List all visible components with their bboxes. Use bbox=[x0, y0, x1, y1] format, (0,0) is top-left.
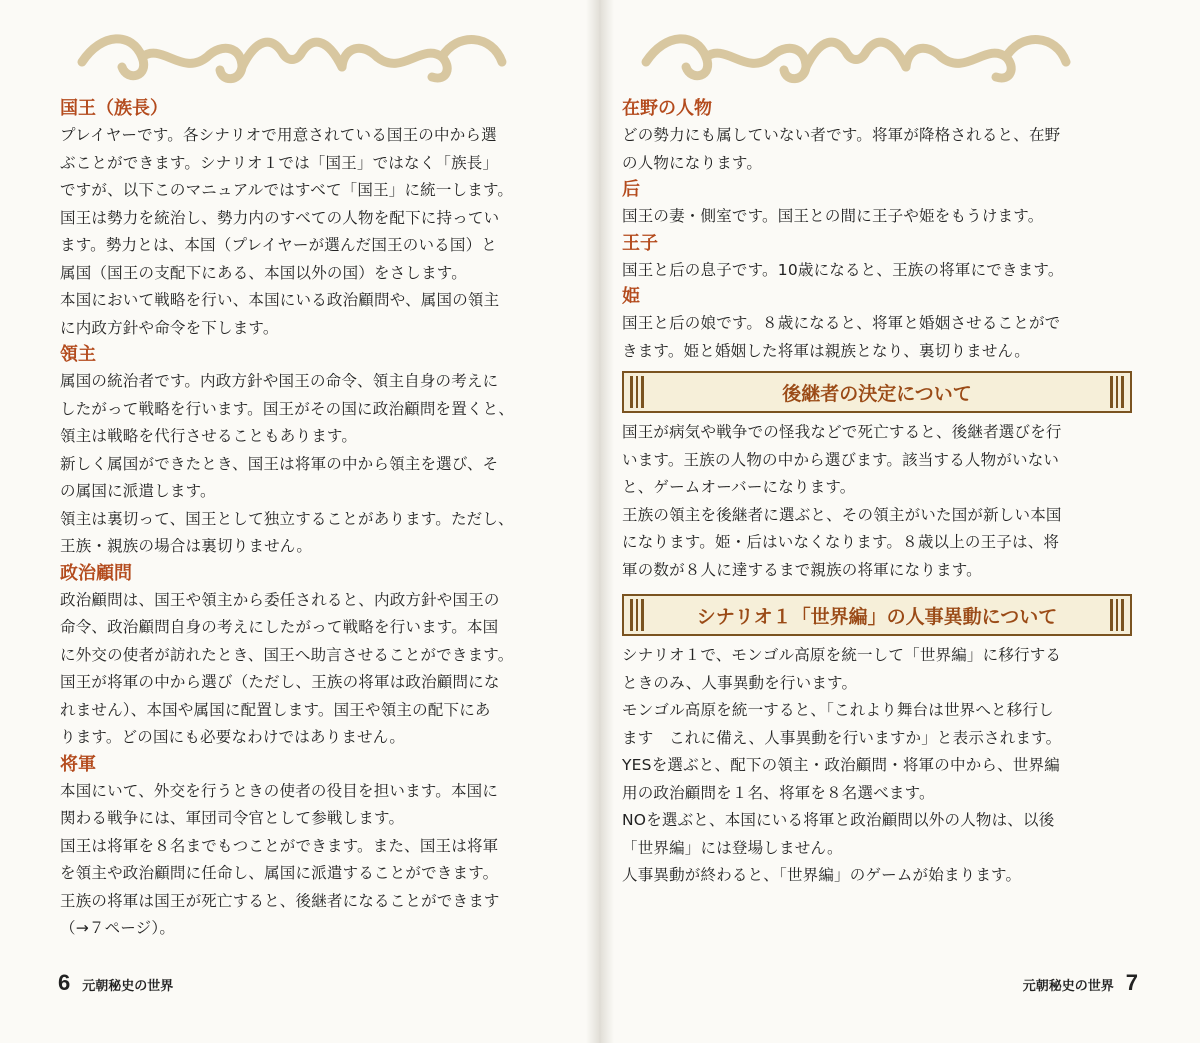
page-number: 7 bbox=[1125, 970, 1138, 995]
text-line: 領主は戦略を代行させることもあります。 bbox=[60, 427, 358, 445]
text-line: ります。どの国にも必要なわけではありません。 bbox=[60, 728, 406, 746]
section-body bbox=[622, 203, 1132, 231]
text-line: います。王族の人物の中から選びます。該当する人物がいない bbox=[622, 450, 1060, 469]
text-line: 国王は将軍を８名までもつことができます。また、国王は将軍 bbox=[60, 836, 499, 855]
right-content bbox=[622, 96, 1132, 890]
text-line: 属国（国王の支配下にある、本国以外の国）をさします。 bbox=[60, 263, 467, 282]
section-heading: 王子 bbox=[622, 232, 658, 254]
text-line: モンゴル高原を統一すると、「これより舞台は世界へと移行し bbox=[622, 701, 1054, 719]
text-line: 王族・親族の場合は裏切りません。 bbox=[60, 537, 313, 555]
text-line: 命令、政治顧問自身の考えにしたがって戦略を行います。本国 bbox=[60, 618, 499, 636]
text-line: 軍の数が８人に達するまで親族の将軍になります。 bbox=[622, 560, 982, 579]
right-sections bbox=[622, 96, 1132, 365]
text-line: したがって戦略を行います。国王がその国に政治顧問を置くと、 bbox=[60, 399, 515, 418]
section-heading: 将軍 bbox=[60, 753, 96, 775]
text-line: 国王が将軍の中から選び（ただし、王族の将軍は政治顧問にな bbox=[60, 673, 500, 691]
text-line: 用の政治顧問を１名、将軍を８名選べます。 bbox=[622, 783, 935, 802]
text-line: （→７ページ）。 bbox=[60, 919, 176, 937]
page-number: 6 bbox=[58, 970, 71, 995]
section-body bbox=[60, 778, 564, 943]
bar-stripes-left bbox=[630, 376, 644, 408]
text-line: 本国にいて、外交を行うときの使者の役目を担います。本国に bbox=[60, 781, 499, 800]
section-bar-title: シナリオ１「世界編」の人事異動について bbox=[696, 605, 1058, 628]
section-body bbox=[622, 310, 1132, 365]
text-line: 国王と后の娘です。８歳になると、将軍と婚姻させることがで bbox=[622, 314, 1061, 332]
section-body bbox=[622, 122, 1132, 177]
text-line: 国王の妻・側室です。国王との間に王子や姫をもうけます。 bbox=[622, 207, 1044, 225]
text-line: 関わる戦争には、軍団司令官として参戦します。 bbox=[60, 809, 405, 827]
section-body bbox=[60, 368, 564, 561]
text-line: に内政方針や命令を下します。 bbox=[60, 318, 279, 337]
section-bar-title: 後継者の決定について bbox=[782, 382, 972, 405]
text-line: 王族の領主を後継者に選ぶと、その領主がいた国が新しい本国 bbox=[622, 505, 1062, 524]
succession-text bbox=[622, 419, 1132, 584]
text-line: れません）、本国や属国に配置します。国王や領主の配下にあ bbox=[60, 700, 491, 719]
ornament-scroll-icon bbox=[72, 22, 512, 92]
section-body bbox=[60, 122, 564, 342]
page-running-title: 元朝秘史の世界 bbox=[82, 979, 174, 994]
text-line: 国王が病気や戦争での怪我などで死亡すると、後継者選びを行 bbox=[622, 423, 1062, 441]
text-line: 属国の統治者です。内政方針や国王の命令、領主自身の考えに bbox=[60, 372, 499, 390]
section-heading: 政治顧問 bbox=[60, 562, 132, 584]
text-line: 領主は裏切って、国王として独立することがあります。ただし、 bbox=[60, 509, 514, 528]
bar-stripes-right bbox=[1110, 599, 1124, 631]
text-line: ときのみ、人事異動を行います。 bbox=[622, 673, 858, 692]
text-line: ます これに備え、人事異動を行いますか」と表示されます。 bbox=[622, 728, 1062, 747]
page-gutter bbox=[586, 0, 614, 1043]
section-heading: 姫 bbox=[622, 286, 640, 307]
text-line: ぶことができます。シナリオ１では「国王」ではなく「族長」 bbox=[60, 153, 499, 172]
text-line: の属国に派遣します。 bbox=[60, 482, 216, 500]
text-line: プレイヤーです。各シナリオで用意されている国王の中から選 bbox=[60, 126, 497, 144]
text-line: どの勢力にも属していない者です。将軍が降格されると、在野 bbox=[622, 126, 1061, 144]
personnel-text bbox=[622, 642, 1132, 890]
section-heading: 国王（族長） bbox=[60, 98, 168, 119]
text-line: を領主や政治顧問に任命し、属国に派遣することができます。 bbox=[60, 864, 499, 882]
text-line: ですが、以下このマニュアルではすべて「国王」に統一します。 bbox=[60, 181, 514, 199]
bar-stripes-right bbox=[1110, 376, 1124, 408]
section-heading: 在野の人物 bbox=[622, 98, 712, 119]
section-bar-succession bbox=[622, 371, 1132, 413]
text-line: 王族の将軍は国王が死亡すると、後継者になることができます bbox=[60, 891, 500, 910]
text-line: シナリオ１で、モンゴル高原を統一して「世界編」に移行する bbox=[622, 646, 1062, 664]
text-line: YESを選ぶと、配下の領主・政治顧問・将軍の中から、世界編 bbox=[622, 756, 1060, 774]
text-line: 国王と后の息子です。10歳になると、王族の将軍にできます。 bbox=[622, 260, 1064, 279]
text-line: ます。勢力とは、本国（プレイヤーが選んだ国王のいる国）と bbox=[60, 236, 497, 254]
text-line: の人物になります。 bbox=[622, 153, 763, 172]
ornament-scroll-icon bbox=[636, 22, 1076, 92]
text-line: に外交の使者が訪れたとき、国王へ助言させることができます。 bbox=[60, 645, 514, 664]
text-line: になります。姫・后はいなくなります。８歳以上の王子は、将 bbox=[622, 533, 1060, 551]
text-line: 人事異動が終わると、「世界編」のゲームが始まります。 bbox=[622, 866, 1022, 884]
right-footer bbox=[1023, 970, 1138, 996]
text-line: 本国において戦略を行い、本国にいる政治顧問や、属国の領主 bbox=[60, 291, 500, 309]
page-running-title: 元朝秘史の世界 bbox=[1022, 979, 1114, 994]
right-page bbox=[600, 0, 1200, 1043]
section-heading: 領主 bbox=[60, 344, 96, 365]
section-body bbox=[60, 587, 564, 752]
left-footer bbox=[58, 970, 173, 996]
text-line: NOを選ぶと、本国にいる将軍と政治顧問以外の人物は、以後 bbox=[622, 811, 1055, 829]
section-bar-personnel bbox=[622, 594, 1132, 636]
left-content bbox=[60, 96, 564, 943]
text-line: 新しく属国ができたとき、国王は将軍の中から領主を選び、そ bbox=[60, 454, 499, 473]
text-line: 国王は勢力を統治し、勢力内のすべての人物を配下に持ってい bbox=[60, 208, 500, 227]
text-line: と、ゲームオーバーになります。 bbox=[622, 478, 856, 496]
section-heading: 后 bbox=[622, 179, 640, 200]
section-body bbox=[622, 257, 1132, 285]
bar-stripes-left bbox=[630, 599, 644, 631]
text-line: 政治顧問は、国王や領主から委任されると、内政方針や国王の bbox=[60, 590, 500, 609]
text-line: きます。姫と婚姻した将軍は親族となり、裏切りません。 bbox=[622, 341, 1030, 360]
text-line: 「世界編」には登場しません。 bbox=[622, 838, 843, 857]
